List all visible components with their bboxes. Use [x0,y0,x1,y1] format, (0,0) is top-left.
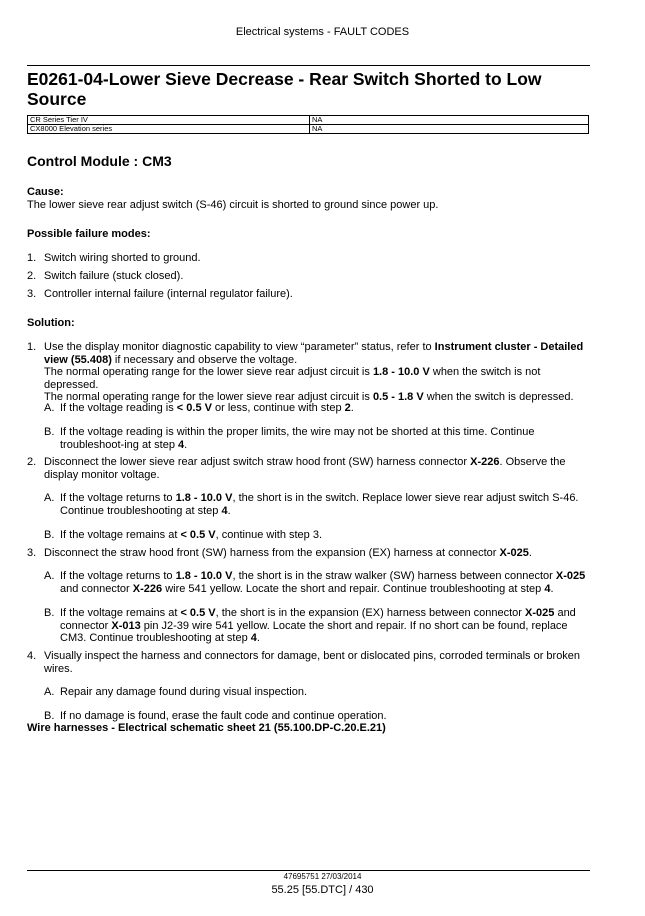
substep-text: If no damage is found, erase the fault code and continue operation. [60,710,387,722]
substep-label: A. [44,402,55,414]
list-number: 1. [27,252,37,264]
substep-label: A. [44,686,55,698]
substep-text-part: , the short is in the switch. Replace lower sieve rear adjust switch S-46. Continue troubleshooting at step [60,492,579,517]
step-text-part: Use the display monitor diagnostic capability to view “parameter” status, refer to [44,341,435,353]
substep-text-part: , the short is in the expansion (EX) harness between connector [215,607,526,619]
step-reference: 2 [344,402,351,414]
substep-label: B. [44,529,55,541]
connector-id: X-025 [499,547,529,559]
step-text-part: when the switch is depressed. [423,391,574,403]
connector-id: X-226 [470,456,500,468]
step-text-part: Disconnect the straw hood front (SW) harness from the expansion (EX) harness at connector [44,547,500,559]
substep-text-part: wire 541 yellow. Locate the short and repair. Continue troubleshooting at step [162,582,545,595]
step-text [44,341,590,404]
substep-text [60,529,590,542]
substep-text-part: If the voltage remains at [60,529,181,541]
fault-title: E0261-04-Lower Sieve Decrease - Rear Switch Shorted to Low Source [27,69,542,109]
substep-text [60,570,590,595]
cause-heading: Cause: [27,186,64,198]
page-number: 55.25 [55.DTC] / 430 [271,884,374,896]
substep-text-part: and connector [60,582,133,595]
connector-id: X-013 [111,619,141,632]
substep-text-part: If the voltage returns to [60,492,176,504]
substep-text-part: . [256,632,260,644]
control-module-heading: Control Module : CM3 [27,153,172,169]
model-cell: CR Series Tier IV [28,116,310,125]
step-text-part: when the switch is not depressed. [44,366,541,391]
step-reference: 4 [250,632,257,644]
step-text: Visually inspect the harness and connectors for damage, bent or dislocated pins, corroded terminals or broken wires. [44,650,581,675]
substep-label: A. [44,570,55,582]
failure-modes-heading: Possible failure modes: [27,228,151,240]
substep-text-part: . [227,504,231,517]
substep-text-part: If the voltage reading is [60,402,177,414]
applicability-row [28,125,589,134]
voltage-value: 1.8 - 10.0 V [372,366,430,378]
connector-id: X-226 [132,582,163,595]
substep-text-part: pin J2-39 wire 541 yellow. Locate the short and repair. If no short can be found, replace CM3. Continue troubleshooting at step [60,619,568,644]
substep-label: B. [44,607,55,619]
solution-heading: Solution: [27,317,75,329]
wiring-reference-link[interactable]: Wire harnesses - Electrical schematic sheet 21 (55.100.DP-C.20.E.21) [27,722,386,734]
step-reference: 4 [178,438,185,451]
substep-text-part: If the voltage reading is within the proper limits, the wire may not be shorted at this time. Continue troubleshoot-ing at step [60,426,535,451]
substep-label: B. [44,426,55,438]
substep-label: B. [44,710,55,722]
list-number: 3. [27,288,37,300]
step-text [44,547,590,560]
list-number: 2. [27,270,37,282]
substep-text: Repair any damage found during visual inspection. [60,686,308,698]
step-reference: 4 [544,582,551,595]
voltage-value: < 0.5 V [180,607,216,619]
connector-id: X-025 [555,570,586,582]
value-cell: NA [310,116,589,125]
voltage-value: 1.8 - 10.0 V [175,492,233,504]
substep-text [60,426,590,451]
substep-text [60,492,590,517]
substep-label: A. [44,492,55,504]
substep-text-part: If the voltage returns to [60,570,176,582]
step-text-part: . [528,547,532,559]
footer-rule [27,870,590,871]
substep-text [60,607,590,645]
step-text-part: The normal operating range for the lower sieve rear adjust circuit is [44,366,373,378]
document-number: 47695751 27/03/2014 [283,872,362,881]
substep-text-part: . [550,582,554,595]
substep-text-part: , continue with step 3. [215,529,323,541]
step-text-part: Disconnect the lower sieve rear adjust switch straw hood front (SW) harness connector [44,456,471,468]
step-number: 1. [27,341,37,353]
step-text [44,456,590,481]
header-rule [27,65,590,66]
applicability-table [27,115,589,134]
connector-id: X-025 [525,607,555,619]
voltage-value: < 0.5 V [176,402,212,414]
manual-reference: Instrument cluster - Detailed view (55.408) [44,341,584,366]
step-number: 3. [27,547,37,559]
step-number: 4. [27,650,37,662]
list-text: Switch wiring shorted to ground. [44,252,201,264]
step-number: 2. [27,456,37,468]
model-cell: CX8000 Elevation series [28,125,310,134]
voltage-value: 0.5 - 1.8 V [372,391,424,403]
step-text-part: if necessary and observe the voltage. [111,353,298,366]
substep-text-part: . [350,402,354,414]
step-reference: 4 [221,504,228,517]
substep-text-part: If the voltage remains at [60,607,181,619]
substep-text-part: , the short is in the straw walker (SW) harness between connector [232,570,556,582]
substep-text-part: . [184,438,188,451]
list-text: Controller internal failure (internal regulator failure). [44,288,293,300]
step-text-part: . Observe the display monitor voltage. [44,456,566,481]
voltage-value: < 0.5 V [180,529,216,541]
substep-text-part: or less, continue with step [211,402,345,414]
page-header: Electrical systems - FAULT CODES [235,26,410,38]
value-cell: NA [310,125,589,134]
list-text: Switch failure (stuck closed). [44,270,184,282]
cause-text: The lower sieve rear adjust switch (S-46) circuit is shorted to ground since power up. [27,199,439,211]
substep-text-part: and connector [60,607,576,632]
substep-text [60,402,590,415]
step-text-part: The normal operating range for the lower sieve rear adjust circuit is [44,391,373,403]
voltage-value: 1.8 - 10.0 V [175,570,233,582]
